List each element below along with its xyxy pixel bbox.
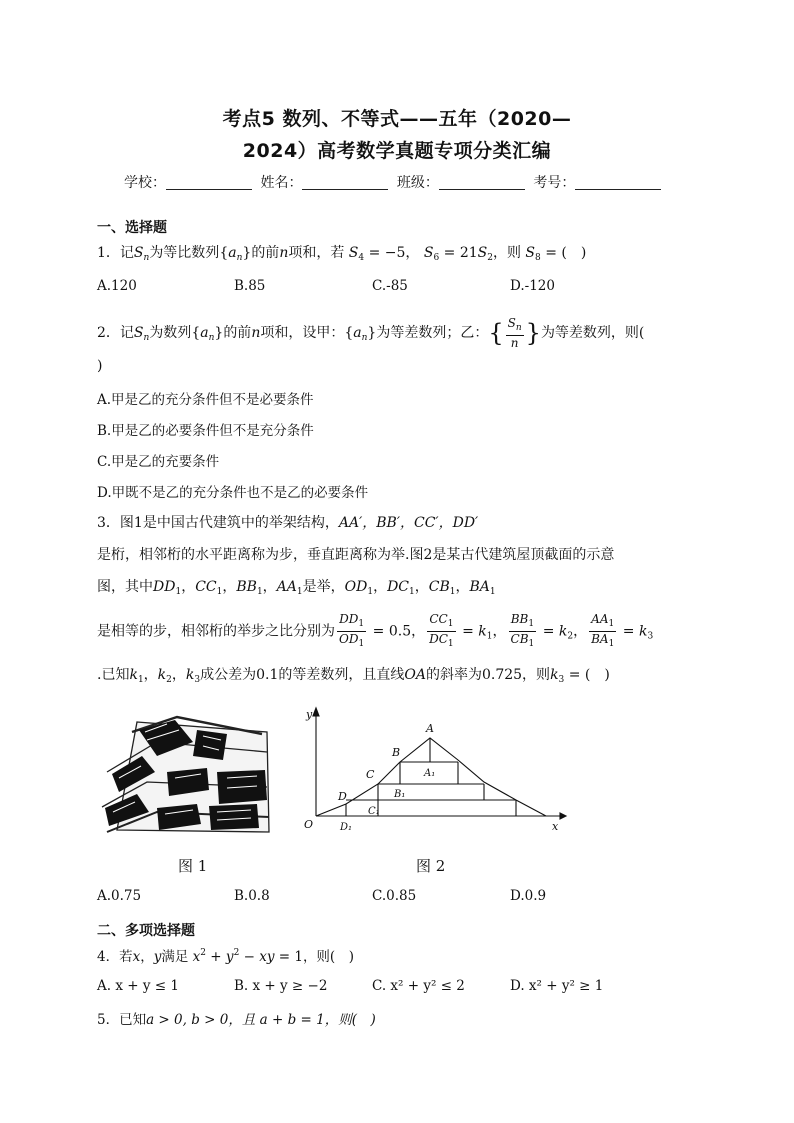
q5-text: 已知 — [119, 1012, 147, 1028]
q2-option-c[interactable]: C.甲是乙的充要条件 — [97, 454, 220, 470]
q3-line4-a: 是相等的步，相邻桁的举步之比分别为 — [97, 623, 335, 640]
title-line-1: 考点5 数列、不等式——五年（2020— — [222, 108, 572, 130]
fig2-label-O: O — [304, 818, 314, 831]
q3-option-c[interactable]: C.0.85 — [372, 888, 417, 904]
fig2-label-A: A — [426, 722, 434, 735]
q3-line-1 — [97, 512, 478, 532]
fig2-label-D: D — [338, 790, 347, 803]
q2-text-f: 为等差数列，则( — [540, 325, 645, 341]
q2-text-b: 为数列 — [149, 325, 192, 341]
school-label: 学校： — [124, 175, 166, 191]
q3-line-2: 是桁，相邻桁的水平距离称为步，垂直距离称为举.图2是某古代建筑屋顶截面的示意 — [97, 547, 615, 563]
q3-line-5: .已知$k_1$，$k_2$，$k_3$成公差为0.1的等差数列，且直线OA的斜率为0.725，则$k_3$ = ( ) — [97, 667, 610, 685]
fig2-label-x: x — [552, 820, 559, 833]
q2-text-e: 为等差数列；乙： — [376, 325, 489, 341]
fig2-label-C1: C₁ — [368, 806, 380, 817]
q2-text-a: 记 — [119, 325, 134, 341]
q3-option-a[interactable]: A.0.75 — [97, 888, 142, 904]
figure-2-caption: 图 2 — [416, 857, 446, 875]
q1-number: 1． — [97, 245, 120, 261]
q5-condition: a > 0, b > 0，且 a + b = 1，则( ) — [146, 1012, 376, 1028]
q4-option-b[interactable]: B. x + y ≥ −2 — [234, 978, 328, 994]
q3-line1-text: 图1是中国古代建筑中的举架结构， — [119, 515, 339, 531]
q2-text-c: 的前 — [223, 325, 252, 341]
q2-option-a[interactable]: A.甲是乙的充分条件但不是必要条件 — [97, 392, 314, 408]
q1-text-e: ， — [405, 245, 420, 261]
q4-option-c[interactable]: C. x² + y² ≤ 2 — [372, 978, 465, 994]
q4-number: 4． — [97, 949, 120, 965]
q1-text-f: ，则 — [492, 245, 521, 261]
q3-option-b[interactable]: B.0.8 — [234, 888, 270, 904]
class-blank[interactable] — [439, 175, 525, 190]
q3-line-3: 图，其中$DD_1$，$CC_1$，$BB_1$，$AA_1$是举，$OD_1$，$DC_1$，$CB_1$，$BA_1$ — [97, 579, 496, 597]
fig2-label-B1: B₁ — [394, 789, 406, 800]
section-heading-multi: 二、多项选择题 — [97, 923, 195, 939]
q3-line1-terms: AA′，BB′，CC′，DD′ — [338, 515, 479, 531]
q1-option-a[interactable]: A.120 — [97, 278, 137, 294]
q2-option-d[interactable]: D.甲既不是乙的充分条件也不是乙的必要条件 — [97, 485, 369, 501]
q4-option-a[interactable]: A. x + y ≤ 1 — [97, 978, 179, 994]
section-heading-choice: 一、选择题 — [97, 220, 167, 236]
question-1: 1．记$S_n$为等比数列$\{a_n\}$的前n项和，若 $S_4 = -5$， $S_6 = 21S_2$，则 $S_8$ = ( ) — [97, 245, 587, 263]
figure-2-cross-section — [298, 704, 568, 840]
q1-option-b[interactable]: B.85 — [234, 278, 266, 294]
q3-line5-a: .已知 — [97, 667, 130, 683]
school-blank[interactable] — [166, 175, 252, 190]
q1-option-d[interactable]: D.-120 — [510, 278, 555, 294]
q3-number: 3． — [97, 515, 120, 531]
question-2: 2．记$S_n$为数列$\{a_n\}$的前n项和，设甲：$\{a_n\}$为等差数列；乙：{ $\frac{S_n}{n}$ }为等差数列，则( — [97, 316, 645, 350]
question-4: 4．若x，y满足 $x^2 + y^2$ − xy = 1，则( ) — [97, 948, 354, 965]
figure-1-roof-image — [97, 712, 273, 842]
q4-text-b: 满足 — [161, 949, 189, 965]
q4-text-a: 若 — [119, 949, 133, 965]
fig2-label-B: B — [392, 746, 401, 759]
q3-line3-b: 是举， — [302, 579, 345, 595]
fig2-label-C: C — [366, 768, 375, 781]
q2-paren-close: ) — [97, 358, 103, 374]
student-info-line — [124, 172, 684, 192]
q1-text-b: 为等比数列 — [149, 245, 220, 261]
q1-text-g: = ( ) — [545, 245, 587, 261]
q3-option-d[interactable]: D.0.9 — [510, 888, 547, 904]
q3-line5-b: 成公差为0.1的等差数列，且直线 — [200, 667, 405, 683]
exam-no-blank[interactable] — [575, 175, 661, 190]
q2-text-d: 项和，设甲： — [260, 325, 345, 341]
q1-text-a: 记 — [119, 245, 134, 261]
name-blank[interactable] — [302, 175, 388, 190]
figure-1-caption: 图 1 — [178, 857, 208, 875]
q3-line-4: 是相等的步，相邻桁的举步之比分别为 $\frac{DD_1}{OD_1}$ = 0.5， $\frac{CC_1}{DC_1}$ = $k_1$， $\frac{BB_1}{CB_1}$ = $k_2$， $\frac{AA_1}{BA_1}$ = $k_3$ — [97, 612, 654, 649]
q3-line5-d: = ( ) — [568, 667, 610, 683]
q1-text-d: 项和，若 — [288, 245, 345, 261]
class-label: 班级： — [396, 175, 439, 191]
title-line-2: 2024）高考数学真题专项分类汇编 — [242, 140, 552, 162]
q2-option-b[interactable]: B.甲是乙的必要条件但不是充分条件 — [97, 423, 314, 439]
q5-number: 5． — [97, 1012, 120, 1028]
question-5 — [97, 1008, 376, 1028]
q2-number: 2． — [97, 325, 120, 341]
q4-option-d[interactable]: D. x² + y² ≥ 1 — [510, 978, 604, 994]
q3-line5-c: 的斜率为0.725，则 — [425, 667, 551, 683]
fig2-label-A1: A₁ — [424, 768, 436, 779]
q1-option-c[interactable]: C.-85 — [372, 278, 408, 294]
name-label: 姓名： — [260, 175, 303, 191]
q4-text-c: ，则( ) — [302, 949, 354, 965]
fig2-label-y: y — [306, 708, 313, 721]
fig2-label-D1: D₁ — [340, 822, 353, 833]
q1-text-c: 的前 — [251, 245, 280, 261]
exam-no-label: 考号： — [533, 175, 576, 191]
q3-line3-a: 图，其中 — [97, 579, 153, 595]
